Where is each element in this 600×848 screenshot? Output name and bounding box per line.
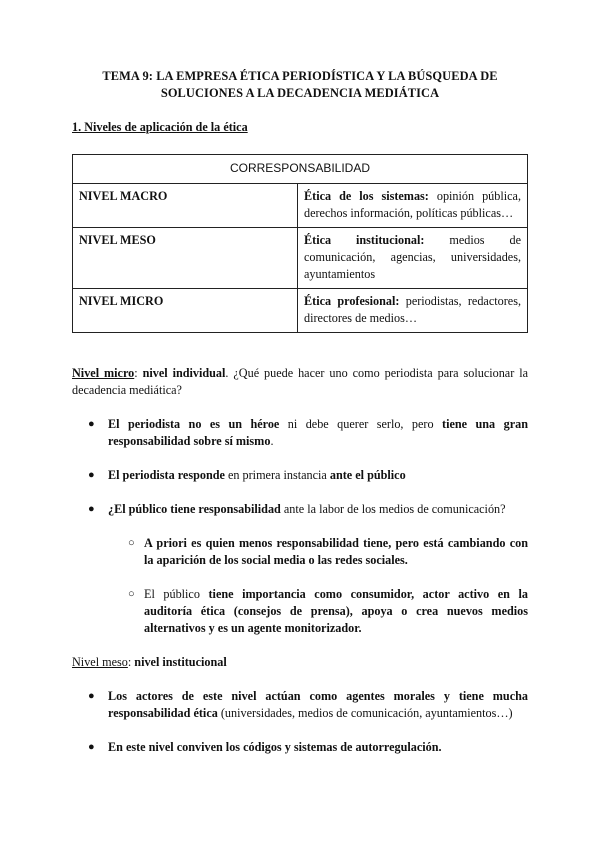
micro-bold: nivel individual (142, 366, 226, 380)
document-title (72, 68, 528, 102)
list-item: ● El periodista responde en primera instancia ante el público (88, 468, 406, 482)
desc-text: opinión pública, derechos información, políticas públicas… (304, 189, 522, 220)
micro-sub-bullets (72, 535, 528, 637)
desc-term: Ética institucional: (304, 233, 425, 247)
micro-bullets (72, 416, 528, 518)
level-cell: NIVEL MESO (73, 228, 298, 289)
desc-text: medios de comunicación, agencias, universidades, ayuntamientos (304, 233, 521, 281)
bullet-icon: ● (88, 469, 95, 481)
bullet-icon: ● (88, 503, 95, 515)
desc-cell (298, 228, 528, 289)
desc-cell (298, 289, 528, 333)
title-line-1: TEMA 9: LA EMPRESA ÉTICA PERIODÍSTICA Y LA BÚSQUEDA DE (102, 69, 498, 83)
list-item: ● En este nivel conviven los códigos y sistemas de autorregulación. (88, 740, 442, 754)
desc-term: Ética de los sistemas: (304, 189, 429, 203)
desc-cell (298, 184, 528, 228)
level-cell: NIVEL MICRO (73, 289, 298, 333)
section-heading: 1. Niveles de aplicación de la ética (72, 120, 248, 134)
list-item: ● Los actores de este nivel actúan como agentes morales y tiene mucha responsabilidad ética (universidades, medios de comunicación, ayuntamientos…) (88, 689, 528, 720)
levels-table (72, 154, 528, 333)
meso-intro: Nivel meso: nivel institucional (72, 655, 227, 669)
bullet-icon: ● (88, 741, 95, 753)
sub-bullet-icon: ○ (128, 537, 135, 549)
title-line-2: SOLUCIONES A LA DECADENCIA MEDIÁTICA (160, 86, 440, 100)
list-item: ○ A priori es quien menos responsabilidad tiene, pero está cambiando con la aparición de los social media o las redes sociales. (128, 536, 528, 567)
desc-text: periodistas, redactores, directores de medios… (304, 294, 521, 325)
table-row (73, 228, 528, 289)
desc-term: Ética profesional: (304, 294, 400, 308)
micro-label: Nivel micro (72, 366, 135, 380)
bullet-icon: ● (88, 690, 95, 702)
micro-intro: Nivel micro: nivel individual. ¿Qué puede hacer uno como periodista para solucionar la decadencia mediática? (72, 366, 529, 397)
table-row (73, 289, 528, 333)
table-row (73, 184, 528, 228)
sub-bullet-icon: ○ (128, 588, 135, 600)
meso-bold: nivel institucional (134, 655, 227, 669)
level-cell: NIVEL MACRO (73, 184, 298, 228)
meso-label: Nivel meso (72, 655, 128, 669)
list-item: ● ¿El público tiene responsabilidad ante la labor de los medios de comunicación? (88, 502, 506, 516)
micro-rest: . ¿Qué puede hacer uno como periodista para solucionar la decadencia mediática? (72, 366, 529, 397)
list-item: ● El periodista no es un héroe ni debe querer serlo, pero tiene una gran responsabilidad sobre sí mismo. (88, 417, 528, 448)
meso-bullets (72, 688, 528, 756)
list-item: ○ El público tiene importancia como consumidor, actor activo en la auditoría ética (consejos de prensa), apoya o crea nuevos medios alternativos y es un agente monitorizador. (128, 587, 528, 635)
document-page (72, 68, 528, 756)
table-header: CORRESPONSABILIDAD (73, 155, 528, 184)
bullet-icon: ● (88, 418, 95, 430)
